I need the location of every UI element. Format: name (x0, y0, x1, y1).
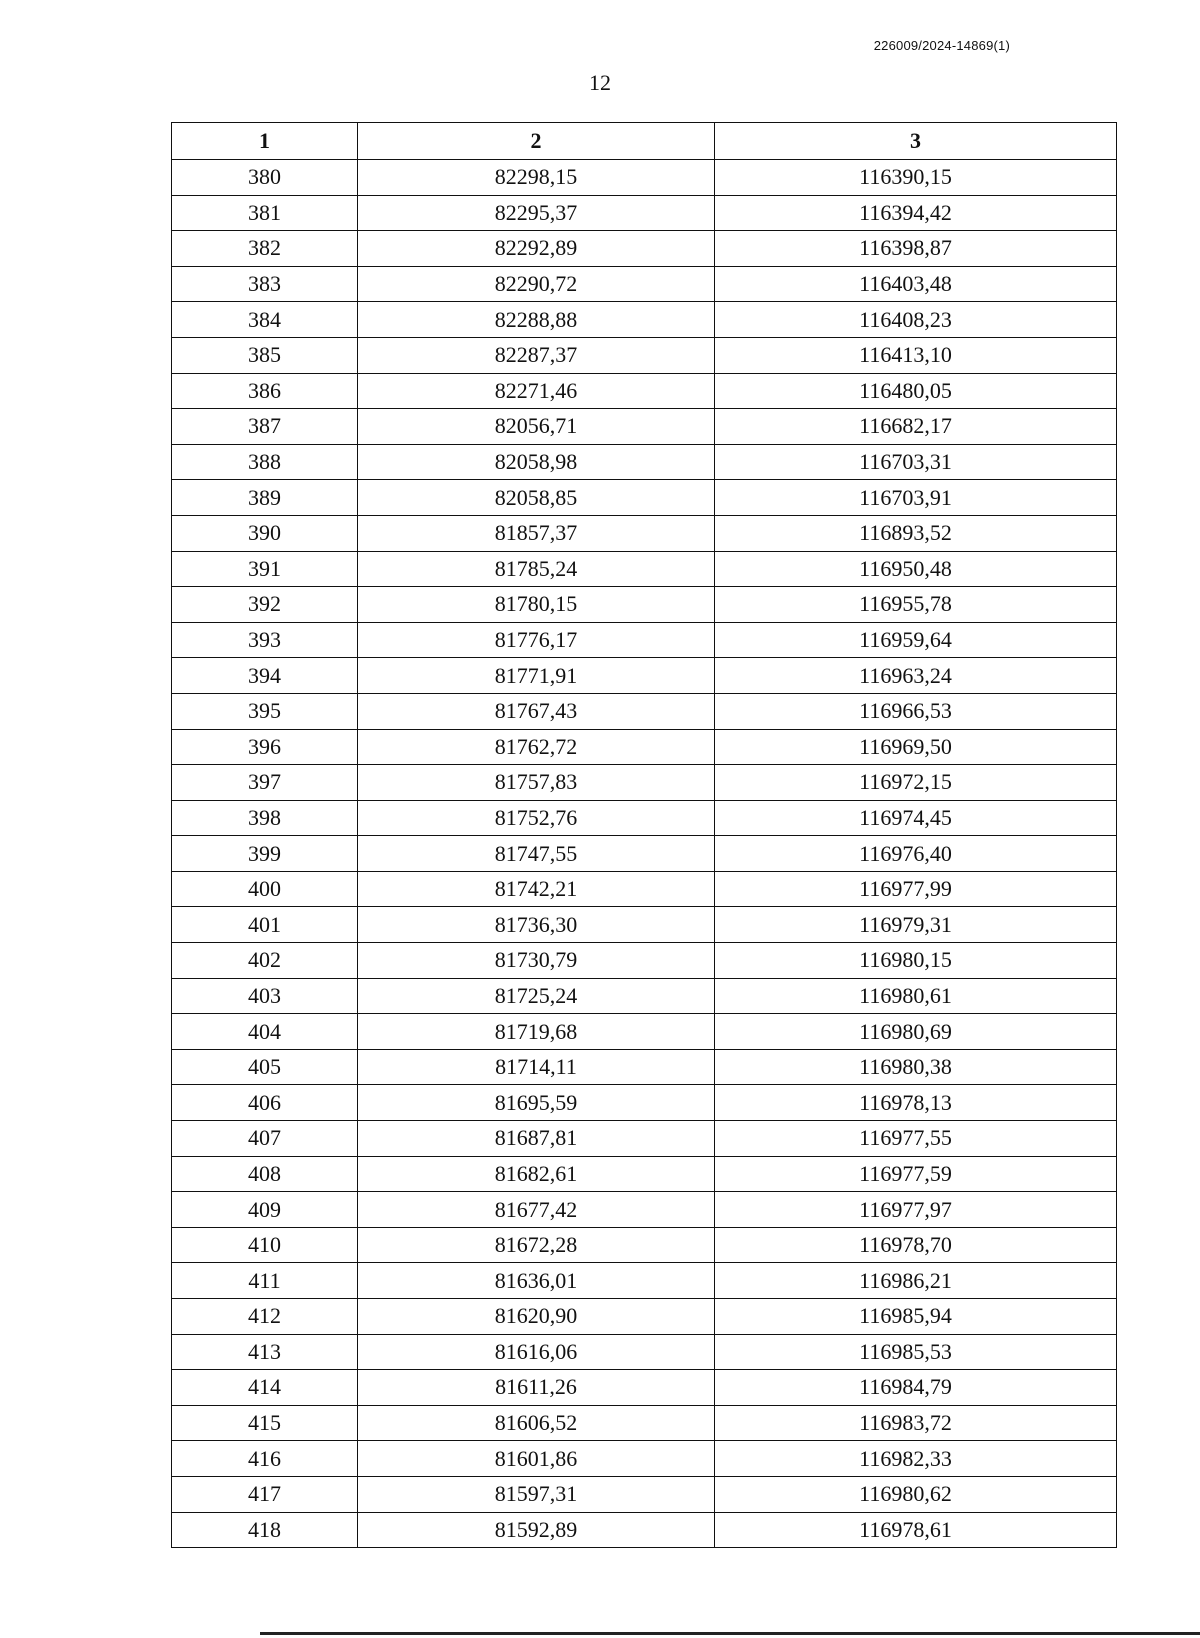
table-row (172, 195, 1117, 231)
coordinate-y-cell: 116394,42 (715, 195, 1117, 231)
table-row (172, 409, 1117, 445)
coordinate-y-cell: 116980,15 (715, 943, 1117, 979)
table-row (172, 978, 1117, 1014)
table-row (172, 622, 1117, 658)
coordinate-y-cell: 116974,45 (715, 800, 1117, 836)
coordinate-y-cell: 116950,48 (715, 551, 1117, 587)
table-row (172, 943, 1117, 979)
coordinate-y-cell: 116682,17 (715, 409, 1117, 445)
coordinate-y-cell: 116978,61 (715, 1512, 1117, 1548)
coordinate-x-cell: 81682,61 (358, 1156, 715, 1192)
coordinate-x-cell: 81780,15 (358, 587, 715, 623)
coordinate-y-cell: 116983,72 (715, 1405, 1117, 1441)
coordinate-x-cell: 81714,11 (358, 1049, 715, 1085)
page-number: 12 (589, 70, 611, 95)
point-number-cell: 397 (172, 765, 358, 801)
document-code: 226009/2024-14869(1) (873, 38, 1010, 53)
table-row (172, 444, 1117, 480)
coordinate-x-cell: 81611,26 (358, 1370, 715, 1406)
coordinates-table (171, 122, 1117, 1548)
coordinate-y-cell: 116979,31 (715, 907, 1117, 943)
coordinate-x-cell: 81672,28 (358, 1227, 715, 1263)
coordinate-y-cell: 116403,48 (715, 266, 1117, 302)
coordinate-x-cell: 81592,89 (358, 1512, 715, 1548)
table-row (172, 871, 1117, 907)
coordinate-x-cell: 82288,88 (358, 302, 715, 338)
coordinate-x-cell: 81771,91 (358, 658, 715, 694)
column-header-2: 2 (358, 123, 715, 160)
table-row (172, 1121, 1117, 1157)
point-number-cell: 396 (172, 729, 358, 765)
coordinate-y-cell: 116977,55 (715, 1121, 1117, 1157)
coordinate-y-cell: 116398,87 (715, 231, 1117, 267)
coordinate-x-cell: 81752,76 (358, 800, 715, 836)
coordinate-x-cell: 82058,98 (358, 444, 715, 480)
table-row (172, 1192, 1117, 1228)
table-row (172, 1156, 1117, 1192)
point-number-cell: 403 (172, 978, 358, 1014)
coordinate-y-cell: 116985,53 (715, 1334, 1117, 1370)
coordinate-y-cell: 116703,31 (715, 444, 1117, 480)
table-row (172, 1014, 1117, 1050)
table-body (172, 160, 1117, 1548)
coordinate-y-cell: 116985,94 (715, 1299, 1117, 1335)
point-number-cell: 394 (172, 658, 358, 694)
coordinate-x-cell: 82290,72 (358, 266, 715, 302)
table-row (172, 1334, 1117, 1370)
point-number-cell: 388 (172, 444, 358, 480)
coordinate-y-cell: 116976,40 (715, 836, 1117, 872)
coordinate-y-cell: 116963,24 (715, 658, 1117, 694)
point-number-cell: 393 (172, 622, 358, 658)
table-row (172, 1512, 1117, 1548)
coordinate-y-cell: 116980,61 (715, 978, 1117, 1014)
point-number-cell: 412 (172, 1299, 358, 1335)
coordinate-y-cell: 116959,64 (715, 622, 1117, 658)
point-number-cell: 415 (172, 1405, 358, 1441)
table-row (172, 551, 1117, 587)
point-number-cell: 384 (172, 302, 358, 338)
table-row (172, 1299, 1117, 1335)
coordinate-x-cell: 81730,79 (358, 943, 715, 979)
table-header-row (172, 123, 1117, 160)
table-row (172, 1476, 1117, 1512)
coordinate-x-cell: 81606,52 (358, 1405, 715, 1441)
coordinate-x-cell: 81736,30 (358, 907, 715, 943)
point-number-cell: 402 (172, 943, 358, 979)
coordinate-x-cell: 81677,42 (358, 1192, 715, 1228)
point-number-cell: 410 (172, 1227, 358, 1263)
coordinate-y-cell: 116969,50 (715, 729, 1117, 765)
coordinate-x-cell: 81762,72 (358, 729, 715, 765)
table-row (172, 765, 1117, 801)
table-row (172, 907, 1117, 943)
point-number-cell: 414 (172, 1370, 358, 1406)
point-number-cell: 417 (172, 1476, 358, 1512)
table-row (172, 515, 1117, 551)
point-number-cell: 398 (172, 800, 358, 836)
point-number-cell: 400 (172, 871, 358, 907)
coordinate-x-cell: 81725,24 (358, 978, 715, 1014)
table-row (172, 266, 1117, 302)
table-row (172, 160, 1117, 196)
table-row (172, 337, 1117, 373)
coordinates-table-container (171, 122, 1116, 1548)
coordinate-y-cell: 116977,59 (715, 1156, 1117, 1192)
coordinate-y-cell: 116413,10 (715, 337, 1117, 373)
column-header-3: 3 (715, 123, 1117, 160)
table-row (172, 1049, 1117, 1085)
table-row (172, 1370, 1117, 1406)
coordinate-y-cell: 116978,70 (715, 1227, 1117, 1263)
point-number-cell: 380 (172, 160, 358, 196)
coordinate-y-cell: 116703,91 (715, 480, 1117, 516)
table-row (172, 231, 1117, 267)
coordinate-x-cell: 81620,90 (358, 1299, 715, 1335)
coordinate-y-cell: 116955,78 (715, 587, 1117, 623)
point-number-cell: 404 (172, 1014, 358, 1050)
coordinate-x-cell: 82056,71 (358, 409, 715, 445)
coordinate-y-cell: 116977,99 (715, 871, 1117, 907)
coordinate-x-cell: 82298,15 (358, 160, 715, 196)
coordinate-x-cell: 81767,43 (358, 693, 715, 729)
bottom-rule (260, 1632, 1200, 1635)
coordinate-y-cell: 116390,15 (715, 160, 1117, 196)
coordinate-x-cell: 81757,83 (358, 765, 715, 801)
point-number-cell: 386 (172, 373, 358, 409)
point-number-cell: 416 (172, 1441, 358, 1477)
table-row (172, 373, 1117, 409)
table-row (172, 1441, 1117, 1477)
coordinate-x-cell: 81857,37 (358, 515, 715, 551)
point-number-cell: 418 (172, 1512, 358, 1548)
table-row (172, 1227, 1117, 1263)
coordinate-y-cell: 116980,69 (715, 1014, 1117, 1050)
point-number-cell: 408 (172, 1156, 358, 1192)
point-number-cell: 405 (172, 1049, 358, 1085)
table-row (172, 1263, 1117, 1299)
point-number-cell: 401 (172, 907, 358, 943)
table-row (172, 729, 1117, 765)
point-number-cell: 392 (172, 587, 358, 623)
table-row (172, 587, 1117, 623)
coordinate-x-cell: 81616,06 (358, 1334, 715, 1370)
coordinate-x-cell: 82058,85 (358, 480, 715, 516)
coordinate-x-cell: 81597,31 (358, 1476, 715, 1512)
coordinate-x-cell: 81687,81 (358, 1121, 715, 1157)
point-number-cell: 399 (172, 836, 358, 872)
coordinate-x-cell: 82295,37 (358, 195, 715, 231)
coordinate-y-cell: 116966,53 (715, 693, 1117, 729)
point-number-cell: 413 (172, 1334, 358, 1370)
table-row (172, 693, 1117, 729)
point-number-cell: 381 (172, 195, 358, 231)
coordinate-x-cell: 81747,55 (358, 836, 715, 872)
point-number-cell: 411 (172, 1263, 358, 1299)
coordinate-y-cell: 116408,23 (715, 302, 1117, 338)
coordinate-x-cell: 82271,46 (358, 373, 715, 409)
table-row (172, 302, 1117, 338)
coordinate-y-cell: 116978,13 (715, 1085, 1117, 1121)
point-number-cell: 385 (172, 337, 358, 373)
coordinate-x-cell: 81776,17 (358, 622, 715, 658)
coordinate-x-cell: 81742,21 (358, 871, 715, 907)
point-number-cell: 387 (172, 409, 358, 445)
column-header-1: 1 (172, 123, 358, 160)
coordinate-y-cell: 116986,21 (715, 1263, 1117, 1299)
point-number-cell: 409 (172, 1192, 358, 1228)
table-row (172, 658, 1117, 694)
table-row (172, 1085, 1117, 1121)
point-number-cell: 390 (172, 515, 358, 551)
table-row (172, 800, 1117, 836)
coordinate-y-cell: 116977,97 (715, 1192, 1117, 1228)
point-number-cell: 407 (172, 1121, 358, 1157)
coordinate-x-cell: 81719,68 (358, 1014, 715, 1050)
coordinate-y-cell: 116980,38 (715, 1049, 1117, 1085)
table-row (172, 1405, 1117, 1441)
table-row (172, 836, 1117, 872)
coordinate-x-cell: 82292,89 (358, 231, 715, 267)
point-number-cell: 389 (172, 480, 358, 516)
point-number-cell: 382 (172, 231, 358, 267)
coordinate-x-cell: 81601,86 (358, 1441, 715, 1477)
point-number-cell: 391 (172, 551, 358, 587)
coordinate-y-cell: 116893,52 (715, 515, 1117, 551)
point-number-cell: 406 (172, 1085, 358, 1121)
coordinate-x-cell: 81785,24 (358, 551, 715, 587)
point-number-cell: 383 (172, 266, 358, 302)
table-row (172, 480, 1117, 516)
coordinate-x-cell: 81695,59 (358, 1085, 715, 1121)
coordinate-y-cell: 116480,05 (715, 373, 1117, 409)
point-number-cell: 395 (172, 693, 358, 729)
coordinate-y-cell: 116984,79 (715, 1370, 1117, 1406)
coordinate-y-cell: 116972,15 (715, 765, 1117, 801)
coordinate-x-cell: 81636,01 (358, 1263, 715, 1299)
coordinate-y-cell: 116980,62 (715, 1476, 1117, 1512)
coordinate-y-cell: 116982,33 (715, 1441, 1117, 1477)
coordinate-x-cell: 82287,37 (358, 337, 715, 373)
